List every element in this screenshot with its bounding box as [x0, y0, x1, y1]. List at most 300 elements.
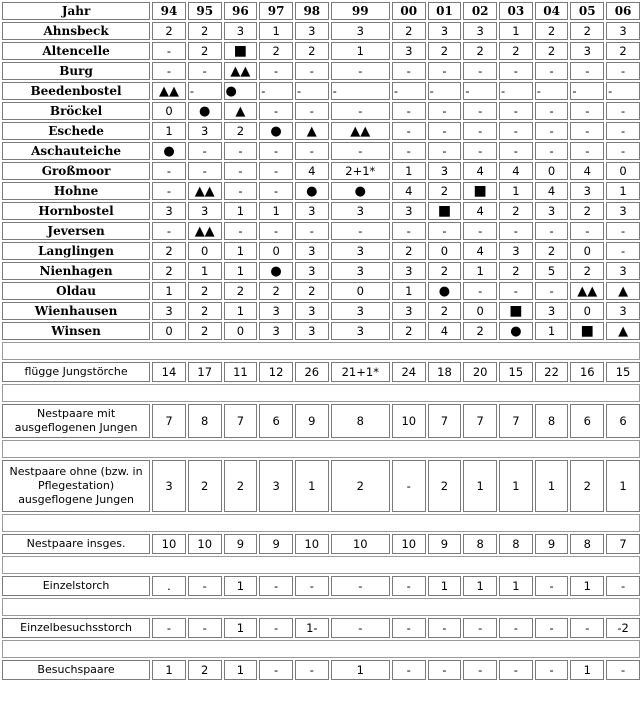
table-cell: 16 [570, 362, 604, 382]
table-cell: - [463, 122, 497, 140]
table-cell: - [295, 660, 329, 680]
table-cell: 0 [463, 302, 497, 320]
year-header: 96 [224, 2, 258, 20]
table-cell: - [331, 142, 390, 160]
table-cell: 0 [259, 242, 293, 260]
table-cell: 7 [224, 404, 258, 438]
table-cell: 0 [570, 242, 604, 260]
table-row [2, 322, 640, 340]
table-cell: 12 [259, 362, 293, 382]
summary-label: Nestpaare insges. [2, 534, 150, 554]
village-name: Langlingen [2, 242, 150, 260]
table-cell: 4 [463, 162, 497, 180]
table-cell: ▲ [224, 102, 258, 120]
table-cell: - [428, 102, 462, 120]
table-cell: 8 [331, 404, 390, 438]
table-cell: 3 [188, 122, 222, 140]
table-cell: ● [188, 102, 222, 120]
table-cell: 1 [259, 202, 293, 220]
table-cell: - [392, 62, 426, 80]
table-cell: - [606, 576, 640, 596]
table-cell: - [152, 162, 186, 180]
table-cell: 3 [331, 202, 390, 220]
table-cell: - [463, 62, 497, 80]
table-cell: 2 [428, 262, 462, 280]
table-cell: 1 [224, 202, 258, 220]
spacer-row [2, 556, 640, 574]
table-cell: 1 [188, 262, 222, 280]
table-cell: - [259, 162, 293, 180]
table-cell: - [499, 282, 533, 300]
table-cell: 2 [295, 282, 329, 300]
table-cell: 3 [259, 302, 293, 320]
table-cell: 3 [428, 22, 462, 40]
table-cell: 3 [152, 460, 186, 512]
table-cell: - [428, 62, 462, 80]
table-cell: 2 [463, 42, 497, 60]
table-cell: 0 [331, 282, 390, 300]
spacer-row [2, 640, 640, 658]
table-cell: 2 [428, 182, 462, 200]
table-cell: 9 [428, 534, 462, 554]
table-row [2, 222, 640, 240]
table-cell: - [499, 122, 533, 140]
table-cell: ▲ [295, 122, 329, 140]
spacer-cell [2, 556, 640, 574]
spacer-row [2, 440, 640, 458]
spacer-row [2, 598, 640, 616]
table-cell: 2 [570, 262, 604, 280]
village-name: Nienhagen [2, 262, 150, 280]
table-cell: - [606, 142, 640, 160]
table-cell: ▲ [606, 322, 640, 340]
table-cell: 26 [295, 362, 329, 382]
village-name: Jeversen [2, 222, 150, 240]
table-cell: 2 [606, 42, 640, 60]
village-name: Eschede [2, 122, 150, 140]
table-cell: 3 [570, 42, 604, 60]
summary-row [2, 362, 640, 382]
table-cell: 7 [606, 534, 640, 554]
table-cell: - [392, 222, 426, 240]
table-cell: - [331, 576, 390, 596]
table-cell: ■ [499, 302, 533, 320]
village-name: Beedenbostel [2, 82, 150, 100]
table-cell: - [606, 222, 640, 240]
table-cell: - [331, 618, 390, 638]
table-cell: 2 [392, 322, 426, 340]
table-cell: - [606, 62, 640, 80]
table-cell: ● [224, 82, 258, 100]
village-name: Aschauteiche [2, 142, 150, 160]
table-cell: - [392, 122, 426, 140]
table-cell: - [535, 82, 569, 100]
summary-label: flügge Jungstörche [2, 362, 150, 382]
spacer-row [2, 514, 640, 532]
table-cell: 2 [295, 42, 329, 60]
year-header: 03 [499, 2, 533, 20]
table-cell: - [570, 222, 604, 240]
table-cell: - [295, 222, 329, 240]
table-cell: 1 [499, 576, 533, 596]
table-cell: 7 [499, 404, 533, 438]
table-cell: 1 [295, 460, 329, 512]
table-cell: 9 [259, 534, 293, 554]
table-cell: - [392, 102, 426, 120]
table-cell: ▲▲ [152, 82, 186, 100]
table-cell: - [606, 102, 640, 120]
table-cell: ● [295, 182, 329, 200]
village-name: Altencelle [2, 42, 150, 60]
spacer-cell [2, 440, 640, 458]
village-name: Ahnsbeck [2, 22, 150, 40]
table-row [2, 182, 640, 200]
table-cell: 2 [535, 22, 569, 40]
table-cell: 1 [392, 282, 426, 300]
table-cell: - [188, 142, 222, 160]
table-cell: 1 [224, 262, 258, 280]
table-cell: - [392, 82, 426, 100]
summary-row [2, 534, 640, 554]
summary-row [2, 460, 640, 512]
table-cell: 3 [606, 302, 640, 320]
table-cell: 2 [428, 42, 462, 60]
table-cell: 20 [463, 362, 497, 382]
table-cell: 2 [499, 262, 533, 280]
year-header: 02 [463, 2, 497, 20]
table-cell: 2 [392, 22, 426, 40]
table-cell: 11 [224, 362, 258, 382]
table-row [2, 142, 640, 160]
table-cell: 3 [606, 262, 640, 280]
table-cell: - [428, 142, 462, 160]
table-cell: 10 [392, 404, 426, 438]
table-cell: 4 [463, 202, 497, 220]
table-cell: 2 [535, 242, 569, 260]
table-cell: - [463, 660, 497, 680]
table-cell: 2 [188, 460, 222, 512]
table-cell: 18 [428, 362, 462, 382]
table-cell: 2 [570, 22, 604, 40]
table-cell: 2 [188, 302, 222, 320]
table-cell: ■ [428, 202, 462, 220]
table-cell: 22 [535, 362, 569, 382]
table-cell: 3 [570, 182, 604, 200]
table-cell: 5 [535, 262, 569, 280]
summary-label: Einzelstorch [2, 576, 150, 596]
spacer-row [2, 342, 640, 360]
summary-label: Nestpaare mit ausgeflogenen Jungen [2, 404, 150, 438]
table-body [2, 2, 640, 680]
table-cell: - [499, 62, 533, 80]
table-cell: 3 [295, 322, 329, 340]
table-cell: 2 [570, 202, 604, 220]
table-row [2, 202, 640, 220]
table-cell: 3 [392, 202, 426, 220]
table-cell: ● [331, 182, 390, 200]
table-cell: - [463, 142, 497, 160]
table-cell: 0 [224, 322, 258, 340]
table-cell: 4 [463, 242, 497, 260]
table-cell: - [259, 82, 293, 100]
table-cell: 2 [535, 42, 569, 60]
table-cell: 15 [499, 362, 533, 382]
table-row [2, 82, 640, 100]
village-name: Bröckel [2, 102, 150, 120]
table-cell: 10 [331, 534, 390, 554]
table-cell: - [463, 82, 497, 100]
table-cell: 6 [606, 404, 640, 438]
table-cell: 14 [152, 362, 186, 382]
table-cell: 2 [224, 460, 258, 512]
table-cell: 7 [463, 404, 497, 438]
spacer-cell [2, 384, 640, 402]
table-cell: 9 [224, 534, 258, 554]
table-cell: 17 [188, 362, 222, 382]
table-cell: - [152, 42, 186, 60]
table-cell: - [499, 82, 533, 100]
table-cell: 1 [152, 122, 186, 140]
table-cell: 24 [392, 362, 426, 382]
spacer-row [2, 384, 640, 402]
table-cell: - [535, 282, 569, 300]
table-cell: 3 [606, 22, 640, 40]
table-cell: 1 [428, 576, 462, 596]
table-row [2, 42, 640, 60]
table-cell: ● [259, 122, 293, 140]
year-header: 95 [188, 2, 222, 20]
table-cell: - [392, 460, 426, 512]
spacer-cell [2, 640, 640, 658]
table-cell: 15 [606, 362, 640, 382]
village-name: Wienhausen [2, 302, 150, 320]
table-cell: - [535, 102, 569, 120]
table-cell: ● [152, 142, 186, 160]
table-cell: - [535, 660, 569, 680]
table-cell: 1 [606, 460, 640, 512]
table-cell: 1 [570, 576, 604, 596]
table-cell: 4 [295, 162, 329, 180]
year-header: 97 [259, 2, 293, 20]
table-cell: - [606, 82, 640, 100]
table-cell: 3 [152, 202, 186, 220]
table-row [2, 22, 640, 40]
table-cell: -2 [606, 618, 640, 638]
table-cell: 2 [392, 242, 426, 260]
year-header: 94 [152, 2, 186, 20]
table-cell: - [259, 182, 293, 200]
village-name: Hohne [2, 182, 150, 200]
table-cell: - [428, 82, 462, 100]
village-name: Oldau [2, 282, 150, 300]
table-cell: - [331, 82, 390, 100]
table-cell: 1 [463, 576, 497, 596]
table-cell: 3 [331, 262, 390, 280]
table-cell: 3 [392, 302, 426, 320]
table-cell: - [570, 142, 604, 160]
table-cell: 3 [331, 242, 390, 260]
table-cell: ■ [224, 42, 258, 60]
table-cell: 1 [224, 242, 258, 260]
year-header: 06 [606, 2, 640, 20]
table-cell: - [295, 62, 329, 80]
table-cell: 3 [331, 302, 390, 320]
table-cell: 2 [463, 322, 497, 340]
table-cell: 1 [259, 22, 293, 40]
header-row [2, 2, 640, 20]
table-cell: - [499, 142, 533, 160]
table-row [2, 162, 640, 180]
table-cell: - [535, 142, 569, 160]
table-cell: 4 [392, 182, 426, 200]
table-cell: 0 [606, 162, 640, 180]
table-cell: 0 [535, 162, 569, 180]
table-cell: 3 [463, 22, 497, 40]
table-cell: - [259, 576, 293, 596]
table-cell: - [259, 142, 293, 160]
year-header: 00 [392, 2, 426, 20]
table-cell: 2 [188, 282, 222, 300]
table-row [2, 122, 640, 140]
table-cell: 0 [570, 302, 604, 320]
table-cell: 3 [295, 302, 329, 320]
table-cell: 1 [224, 576, 258, 596]
table-cell: - [535, 576, 569, 596]
table-cell: 10 [392, 534, 426, 554]
table-cell: - [570, 618, 604, 638]
table-cell: 8 [535, 404, 569, 438]
table-cell: - [535, 222, 569, 240]
table-cell: ▲▲ [331, 122, 390, 140]
table-cell: 8 [499, 534, 533, 554]
table-cell: 1 [463, 262, 497, 280]
table-cell: 2 [224, 282, 258, 300]
spacer-cell [2, 598, 640, 616]
table-cell: - [331, 102, 390, 120]
table-cell: 8 [188, 404, 222, 438]
table-cell: 3 [259, 460, 293, 512]
table-cell: - [463, 282, 497, 300]
table-cell: 0 [428, 242, 462, 260]
table-cell: - [295, 576, 329, 596]
year-header: 05 [570, 2, 604, 20]
table-cell: ▲▲ [224, 62, 258, 80]
table-cell: - [331, 62, 390, 80]
table-cell: - [295, 102, 329, 120]
table-cell: 3 [499, 242, 533, 260]
table-cell: 2 [188, 42, 222, 60]
table-cell: - [570, 82, 604, 100]
table-cell: 1 [499, 460, 533, 512]
table-cell: 0 [152, 102, 186, 120]
table-cell: 6 [259, 404, 293, 438]
table-row [2, 102, 640, 120]
table-cell: 9 [295, 404, 329, 438]
table-cell: - [224, 222, 258, 240]
table-cell: ● [499, 322, 533, 340]
table-cell: - [224, 182, 258, 200]
table-cell: - [295, 142, 329, 160]
table-cell: 3 [428, 162, 462, 180]
table-cell: 3 [606, 202, 640, 220]
village-name: Großmoor [2, 162, 150, 180]
year-header: 98 [295, 2, 329, 20]
summary-label: Besuchspaare [2, 660, 150, 680]
table-cell: 3 [392, 42, 426, 60]
table-row [2, 262, 640, 280]
table-cell: 3 [295, 242, 329, 260]
table-cell: - [535, 62, 569, 80]
table-cell: 1 [535, 322, 569, 340]
table-cell: 6 [570, 404, 604, 438]
table-cell: 21+1* [331, 362, 390, 382]
table-cell: - [392, 660, 426, 680]
table-cell: 1 [499, 22, 533, 40]
table-cell: 2 [188, 660, 222, 680]
table-cell: 1 [463, 460, 497, 512]
table-cell: - [259, 618, 293, 638]
header-label: Jahr [2, 2, 150, 20]
table-cell: - [152, 62, 186, 80]
table-cell: 8 [570, 534, 604, 554]
year-header: 04 [535, 2, 569, 20]
summary-row [2, 404, 640, 438]
table-cell: - [331, 222, 390, 240]
table-cell: - [152, 222, 186, 240]
table-cell: 3 [535, 302, 569, 320]
table-cell: - [463, 102, 497, 120]
table-row [2, 62, 640, 80]
table-cell: - [499, 660, 533, 680]
table-cell: - [428, 618, 462, 638]
table-cell: - [224, 142, 258, 160]
spacer-cell [2, 514, 640, 532]
table-cell: 2 [152, 242, 186, 260]
table-cell: - [570, 122, 604, 140]
table-cell: 0 [152, 322, 186, 340]
table-cell: 1- [295, 618, 329, 638]
table-cell: - [428, 222, 462, 240]
table-cell: 2+1* [331, 162, 390, 180]
table-cell: 3 [295, 22, 329, 40]
table-cell: - [606, 242, 640, 260]
table-cell: - [188, 162, 222, 180]
summary-row [2, 660, 640, 680]
table-cell: ● [259, 262, 293, 280]
table-cell: - [259, 102, 293, 120]
table-cell: ■ [463, 182, 497, 200]
table-cell: 3 [259, 322, 293, 340]
table-cell: - [259, 222, 293, 240]
table-cell: 2 [331, 460, 390, 512]
table-cell: - [570, 62, 604, 80]
table-cell: - [463, 222, 497, 240]
table-cell: - [463, 618, 497, 638]
table-cell: ▲▲ [188, 182, 222, 200]
table-cell: 3 [188, 202, 222, 220]
table-cell: 0 [188, 242, 222, 260]
summary-row [2, 576, 640, 596]
table-cell: 1 [331, 660, 390, 680]
table-cell: 2 [259, 42, 293, 60]
spacer-cell [2, 342, 640, 360]
table-cell: ▲▲ [188, 222, 222, 240]
table-cell: 1 [331, 42, 390, 60]
table-cell: 1 [224, 302, 258, 320]
table-cell: - [535, 122, 569, 140]
table-cell: 1 [606, 182, 640, 200]
table-cell: 2 [570, 460, 604, 512]
